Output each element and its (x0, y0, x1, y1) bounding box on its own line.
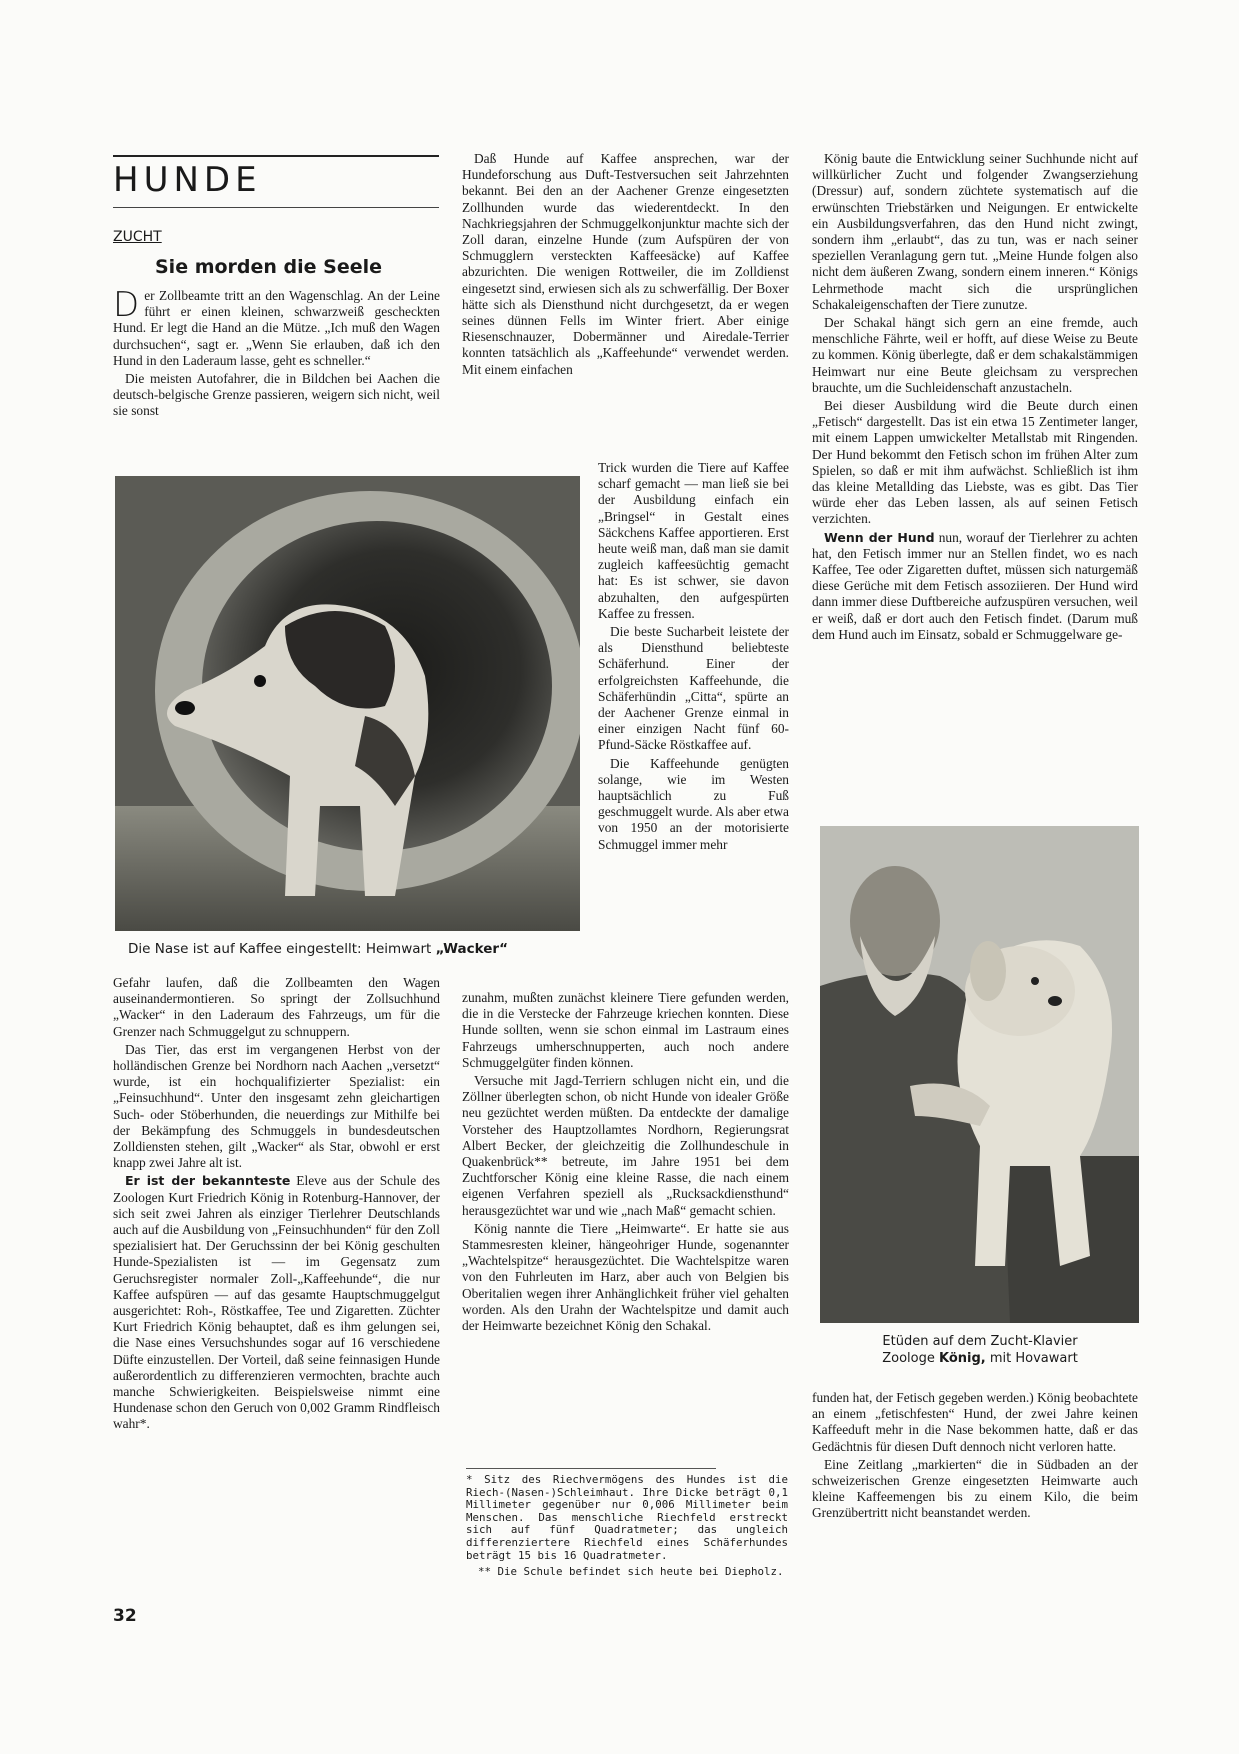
paragraph: Versuche mit Jagd-Terriern schlugen nicht ein, und die Zöllner überlegten schon, ob nicht Hunde von idealer Größe neu gezüchtet werden müßten. Da entdeckte der damalige Vorsteher des Hauptzollamtes Nordhorn, Regierungsrat Albert Becker, der gleichzeitig die Zollhundeschule in Quakenbrück** betreute, im Jahre 1951 bei dem Zuchtforscher König eine kleine Rasse, die nach einem eigenen Verfahren speziell als „Rucksackdiensthund“ herausgezüchtet war und wie „nach Maß“ gemacht schien. (462, 1073, 789, 1218)
page-number: 32 (113, 1606, 137, 1626)
column-2-bottom (462, 990, 789, 1336)
column-1-bottom (113, 975, 440, 1435)
header-rule (113, 155, 439, 157)
section-rule (113, 207, 439, 208)
photo-dog-in-pipe (115, 476, 580, 931)
paragraph-text: nun, worauf der Tierlehrer zu achten hat, den Fetisch immer nur an Stellen findet, wo es nach Kaffee, Tee oder Zigaretten duftet, müssen sich naturgemäß diese Gerüche mit dem Fetisch assoziieren. Der Hund wird dann immer diese Duftbereiche aufzuspüren versuchen, weil er weiß, daß er dort auch den Fetisch findet. (Darum muß dem Hund auch im Einsatz, sobald er Schmuggelware ge- (812, 529, 1138, 642)
paragraph: Bei dieser Ausbildung wird die Beute durch einen „Fetisch“ dargestellt. Das ist ein etwa 15 Zentimeter langer, mit einem Lappen umwickelter Metallstab mit Ringenden. Der Hund bekommt den Fetisch schon im frühen Alter zum Spielen, so daß er mit ihm aufwächst. Schließlich ist ihm das kleine Metallding das Liebste, was es gibt. Das Tier würde eher das Leben lassen, als auf seinen Fetisch verzichten. (812, 398, 1138, 527)
paragraph: König baute die Entwicklung seiner Suchhunde nicht auf willkürlicher Zucht und folgender Zwangserziehung (Dressur) auf, sondern züchtete systematisch auf die erwünschten Triebstärken und Neigungen. Er entwickelte ein Ausbildungsverfahren, das den Hund nicht zwingt, sondern ihm „erlaubt“, das zu tun, was er nach seiner speziellen Veranlagung gern tut. „Meine Hunde folgen also nicht dem äußeren Zwang, sondern einem inneren.“ Königs Lehrmethode macht sich die ursprünglichen Schakaleigenschaften der Tiere zunutze. (812, 151, 1138, 312)
footnotes (466, 1474, 788, 1579)
photo-koenig-with-hovawart (820, 826, 1139, 1323)
paragraph: Die Kaffeehunde genügten solange, wie im Westen hauptsächlich zu Fuß geschmuggelt wurde. Als aber etwa von 1950 an der motorisierte Schmuggel immer mehr (598, 755, 789, 852)
paragraph: Daß Hunde auf Kaffee ansprechen, war der Hundeforschung aus Duft-Testversuchen seit Jahrzehnten bekannt. Bei den an der Aachener Grenze eingesetzten Zollhunden wurde das wiederentdeckt. In den Nachkriegsjahren der Schmuggelkonjunktur machte sich der Zoll daran, einzelne Hunde (zum Aufspüren der von Schmugglern versteckten Kaffeesäcke) auf Kaffee abzurichten. Die wenigen Rottweiler, die im Zolldienst eingesetzt sind, erwiesen sich als zu schwerfällig. Der Boxer hätte sich als Diensthund nicht durchgesetzt, da er wegen seines dünnen Fells im Winter friert. Aber einige Riesenschnauzer, Dobermänner und Airedale-Terrier konnten tatsächlich als „Kaffeehunde“ verwendet werden. Mit einem einfachen (462, 151, 789, 377)
paragraph: funden hat, der Fetisch gegeben werden.) König beobachtete an einem „fetischfesten“ Hund, der zwei Jahre keinen Kaffeeduft mehr in die Nase bekommen hatte, daß er das Gedächtnis für diesen Duft dennoch nicht verloren hatte. (812, 1390, 1138, 1454)
column-1-top (113, 285, 440, 422)
footnote: * Sitz des Riechvermögens des Hundes ist die Riech-(Nasen-)Schleimhaut. Ihre Dicke beträgt 0,1 Millimeter gegenüber nur 0,006 Millimeter beim Menschen. Das menschliche Riechfeld erstreckt sich auf fünf Quadratmeter; das ungleich differenziertere Riechfeld eines Schäferhundes beträgt 15 bis 16 Quadratmeter. (466, 1473, 788, 1562)
dog-in-pipe-illustration (115, 476, 580, 931)
rubric-label: ZUCHT (113, 229, 162, 245)
photo-1-caption (128, 941, 508, 957)
paragraph-text: er Zollbeamte tritt an den Wagenschlag. An der Leine führt er einen kleinen, schwarzweiß gescheckten Hund. Er legt die Hand an die Mütze. „Ich muß den Wagen durchsuchen“, sagt er. „Wenn Sie erlauben, daß ich den Hund in den Laderaum lasse, geht es schneller.“ (113, 288, 440, 368)
caption-text: Zoologe (882, 1351, 935, 1366)
section-title: HUNDE (113, 160, 262, 200)
caption-text: mit Hovawart (989, 1351, 1078, 1366)
column-3-bottom (812, 1390, 1138, 1524)
paragraph: Gefahr laufen, daß die Zollbeamten den Wagen auseinandermontieren. So springt der Zollsuchhund „Wacker“ in den Laderaum des Fahrzeugs, um für die Grenzer nach Schmuggelgut zu schnuppern. (113, 975, 440, 1039)
paragraph (812, 530, 1138, 643)
column-2-narrow (598, 460, 789, 855)
paragraph-lead: Er ist der bekannteste (125, 1173, 291, 1189)
article-headline: Sie morden die Seele (155, 256, 383, 278)
paragraph: Das Tier, das erst im vergangenen Herbst von der holländischen Grenze bei Nordhorn nach Aachen „versetzt“ wurde, ist ein hochqualifizierter Spezialist: ein „Feinsuchhund“. Unter den insgesamt zehn gleichartigen Such- oder Stöberhunden, die neuerdings zur Mithilfe bei der Bekämpfung des Schmuggels in bundesdeutschen Zolldiensten stehen, gilt „Wacker“ als Star, obwohl er erst knapp zwei Jahre alt ist. (113, 1041, 440, 1171)
drop-cap: D (113, 285, 140, 325)
paragraph-text: Eleve aus der Schule des Zoologen Kurt Friedrich König in Rotenburg-Hannover, der sich seit zwei Jahren als einziger Tierlehrer Deutschlands auch auf die Ausbildung von „Feinsuchhunden“ für den Zoll spezialisiert hat. Der Geruchssinn der bei König geschulten Hunde-Spezialisten ist — im Gegensatz zum Geruchsregister normaler Zoll-„Kaffeehunde“, die nur Kaffee aufspüren — auf das gesamte Hauptschmuggelgut ausgerichtet: Roh-, Röstkaffee, Tee und Zigaretten. Züchter Kurt Friedrich König behauptet, daß es ihm gelungen sei, die Nase eines Versuchshundes sogar auf 16 verschiedene Düfte einzustellen. Der Vorteil, daß seine feinnasigen Hunde außerordentlich zu differenzieren vermochten, brachte auch manche Schwierigkeiten. Beispielsweise nimmt eine Hundenase schon den Geruch von 0,002 Gramm Rindfleisch wahr*. (113, 1173, 440, 1432)
column-3-top (812, 151, 1138, 645)
lead-paragraph (113, 285, 440, 369)
caption-name: König, (938, 1351, 986, 1366)
paragraph: Eine Zeitlang „markierten“ die in Südbaden an der schweizerischen Grenze eingesetzten Heimwarte auch kleine Kaffeemengen bis zu einem Kilo, die beim Grenzübertritt nicht beanstandet werden. (812, 1456, 1138, 1521)
caption-name: „Wacker“ (435, 941, 508, 957)
caption-text: Die Nase ist auf Kaffee eingestellt: Heimwart (128, 941, 432, 957)
column-2-top (462, 151, 789, 380)
paragraph: Trick wurden die Tiere auf Kaffee scharf gemacht — man ließ sie bei der Ausbildung einfach ein „Bringsel“ in Gestalt eines Säckchens Kaffee apportieren. Erst heute weiß man, daß man sie damit zugleich kaffeesüchtig gemacht hat: Es ist schwer, sie davon abzuhalten, den aufgespürten Kaffee zu fressen. (598, 460, 789, 621)
caption-line: Etüden auf dem Zucht-Klavier (882, 1334, 1078, 1349)
footnote-rule (466, 1468, 716, 1469)
paragraph: Die meisten Autofahrer, die in Bildchen bei Aachen die deutsch-belgische Grenze passieren, weigern sich nicht, weil sie sonst (113, 371, 440, 419)
photo-2-caption (870, 1333, 1090, 1367)
paragraph: Der Schakal hängt sich gern an eine fremde, auch menschliche Fährte, weil er hofft, auf diese Weise zu Beute zu kommen. König überlegte, daß er dem schakalstämmigen Heimwart nur eine Beute gleichsam zu versprechen brauchte, um die Suchleidenschaft anzustacheln. (812, 315, 1138, 395)
caption-line (870, 1350, 1090, 1367)
paragraph: Die beste Sucharbeit leistete der als Diensthund beliebteste Schäferhund. Einer der erfolgreichsten Kaffeehunde, die Schäferhündin „Citta“, spürte an der Aachener Grenze einmal in einer einzigen Nacht fünf 60-Pfund-Säcke Röstkaffee auf. (598, 624, 789, 753)
paragraph: zunahm, mußten zunächst kleinere Tiere gefunden werden, die in die Verstecke der Fahrzeuge kriechen konnten. Diese Hunde sollten, wenn sie schon einmal im Lastraum eines Fahrzeugs umherschnupperten, auch noch andere Schmuggelgüter finden können. (462, 990, 789, 1070)
footnote: ** Die Schule befindet sich heute bei Diepholz. (478, 1565, 784, 1579)
paragraph: König nannte die Tiere „Heimwarte“. Er hatte sie aus Stammesresten kleiner, hängeohriger Hunde, sogenannter „Wachtelspitze“ herausgezüchtet. Die Wachtelspitze waren von den Fuhrleuten im Harz, aber auch von Belgien bis Oberitalien wegen ihrer Anhänglichkeit früher viel gehalten worden. Als den Urahn der Wachtelspitze und damit auch der Heimwarte bezeichnet König den Schakal. (462, 1220, 789, 1334)
man-with-dog-illustration (820, 826, 1139, 1323)
paragraph-lead: Wenn der Hund (824, 529, 935, 545)
paragraph (113, 1173, 440, 1432)
